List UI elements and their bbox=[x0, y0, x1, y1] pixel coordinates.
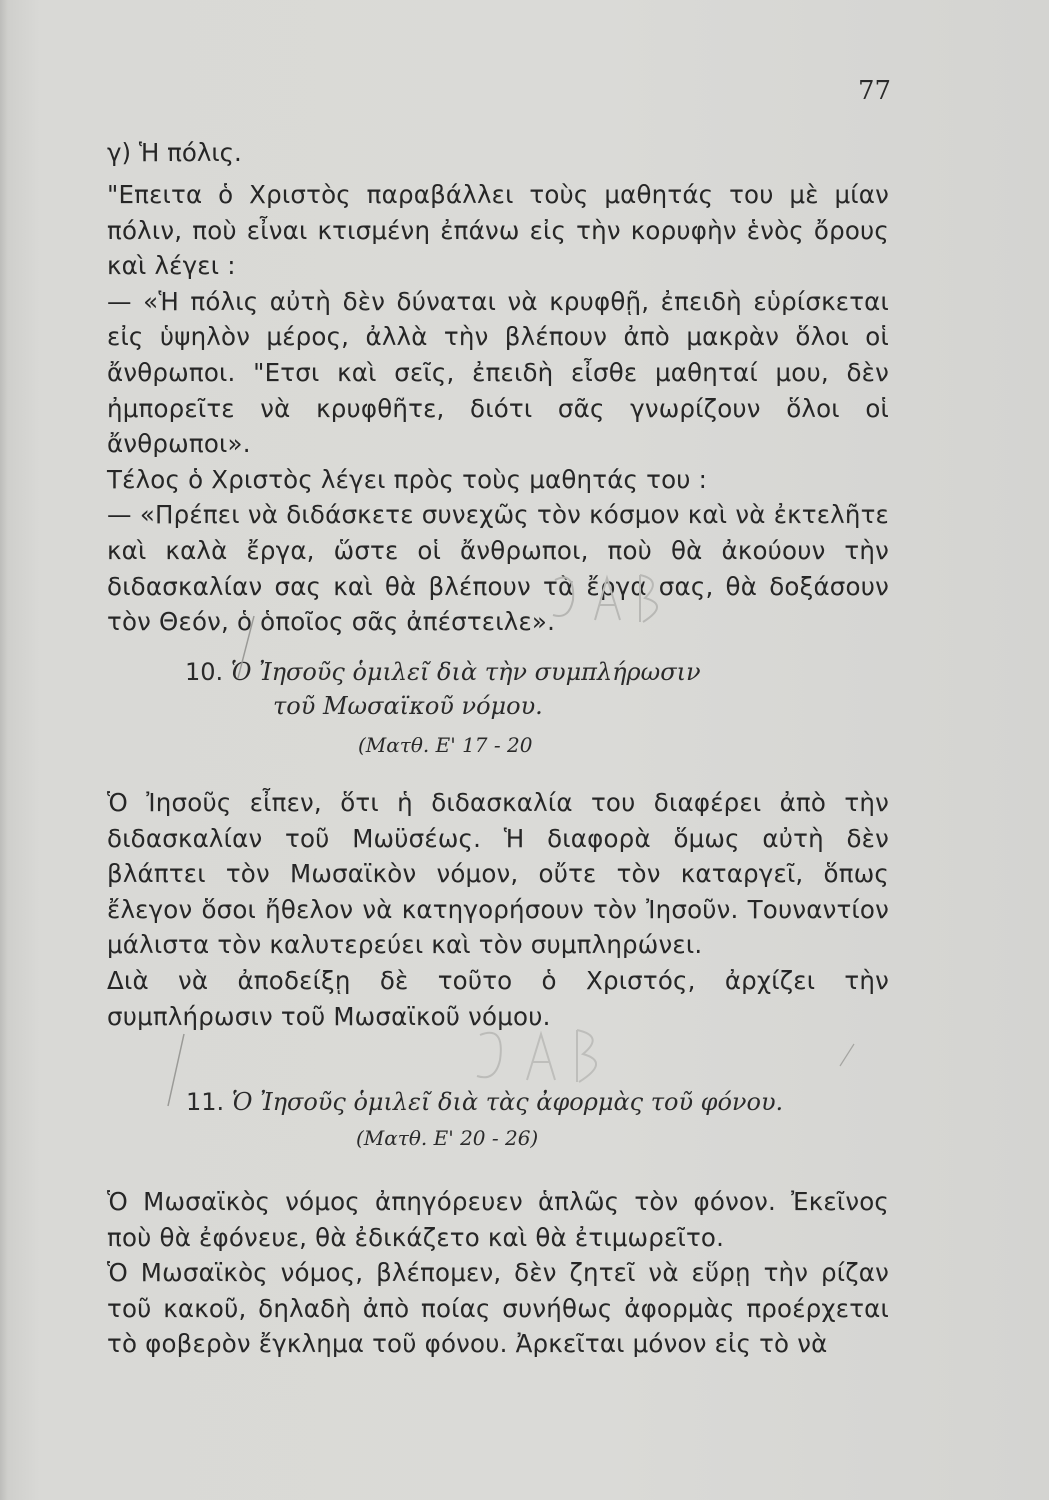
heading-10-reference: (Ματθ. Ε' 17 - 20 bbox=[358, 733, 533, 757]
heading-10-title: Ὁ Ἰησοῦς ὁμιλεῖ διὰ τὴν συμπλήρωσιν bbox=[230, 658, 701, 686]
paragraph: Ὁ Μωσαϊκὸς νόμος ἀπηγόρευεν ἁπλῶς τὸν φόνον. Ἐκεῖνος ποὺ θὰ ἐφόνευε, θὰ ἐδικάζετο καὶ θὰ ἐτιμωρεῖτο. bbox=[107, 1187, 889, 1252]
text-block-law bbox=[107, 785, 889, 1034]
paragraph: Ὁ Μωσαϊκὸς νόμος, βλέπομεν, δὲν ζητεῖ νὰ εὕρῃ τὴν ρίζαν τοῦ κακοῦ, δηλαδὴ ἀπὸ ποίας συνήθως ἀφορμὰς προέρχεται τὸ φοβερὸν ἔγκλημα τοῦ φόνου. Ἀρκεῖται μόνον εἰς τὸ νὰ bbox=[107, 1258, 889, 1359]
heading-11-title: Ὁ Ἰησοῦς ὁμιλεῖ διὰ τὰς ἀφορμὰς τοῦ φόνου. bbox=[231, 1088, 784, 1116]
heading-11-number: 11. bbox=[186, 1088, 225, 1116]
text-block-murder bbox=[107, 1184, 889, 1362]
paragraph: — «Ἡ πόλις αὐτὴ δὲν δύναται νὰ κρυφθῇ, ἐπειδὴ εὑρίσκεται εἰς ὑψηλὸν μέρος, ἀλλὰ τὴν βλέπουν ἀπὸ μακρὰν ὅλοι οἱ ἄνθρωποι. "Ετσι καὶ σεῖς, ἐπειδὴ εἶσθε μαθηταί μου, δὲν ἠμπορεῖτε νὰ κρυφθῆτε, διότι σᾶς γνωρίζουν ὅλοι οἱ ἄνθρωποι». bbox=[107, 286, 889, 459]
heading-11-reference: (Ματθ. Ε' 20 - 26) bbox=[356, 1126, 539, 1150]
page-number: 77 bbox=[858, 76, 892, 106]
pencil-slash-3 bbox=[830, 1040, 860, 1070]
text-block-city bbox=[107, 177, 889, 640]
paragraph: "Επειτα ὁ Χριστὸς παραβάλλει τοὺς μαθητάς του μὲ μίαν πόλιν, ποὺ εἶναι κτισμένη ἐπάνω εἰς τὴν κορυφὴν ἑνὸς ὄρους καὶ λέγει : bbox=[107, 180, 889, 281]
heading-10-number: 10. bbox=[185, 658, 224, 686]
paragraph: Τέλος ὁ Χριστὸς λέγει πρὸς τοὺς μαθητάς του : bbox=[107, 464, 708, 494]
heading-10-line1 bbox=[185, 658, 701, 686]
heading-10-line2: τοῦ Μωσαϊκοῦ νόμου. bbox=[273, 692, 543, 720]
paragraph: — «Πρέπει νὰ διδάσκετε συνεχῶς τὸν κόσμον καὶ νὰ ἐκτελῆτε καὶ καλὰ ἔργα, ὥστε οἱ ἄνθρωποι, ποὺ θὰ ἀκούουν τὴν διδασκαλίαν σας καὶ θὰ βλέπουν τὰ ἔργα σας, θὰ δοξάσουν τὸν Θεόν, ὁ ὁποῖος σᾶς ἀπέστειλε». bbox=[107, 500, 889, 637]
paragraph: Ὁ Ἰησοῦς εἶπεν, ὅτι ἡ διδασκαλία του διαφέρει ἀπὸ τὴν διδασκαλίαν τοῦ Μωϋσέως. Ἡ διαφορὰ ὅμως αὐτὴ δὲν βλάπτει τὸν Μωσαϊκὸν νόμον, οὔτε τὸν καταργεῖ, ὅπως ἔλεγον ὅσοι ἤθελον νὰ κατηγορήσουν τὸν Ἰησοῦν. Τουναντίον μάλιστα τὸν καλυτερεύει καὶ τὸν συμπληρώνει. bbox=[107, 788, 889, 960]
paragraph: Διὰ νὰ ἀποδείξῃ δὲ τοῦτο ὁ Χριστός, ἀρχίζει τὴν συμπλήρωσιν τοῦ Μωσαϊκοῦ νόμου. bbox=[107, 965, 889, 1031]
section-label: γ) Ἡ πόλις. bbox=[107, 138, 242, 167]
heading-11-line1 bbox=[186, 1088, 783, 1116]
